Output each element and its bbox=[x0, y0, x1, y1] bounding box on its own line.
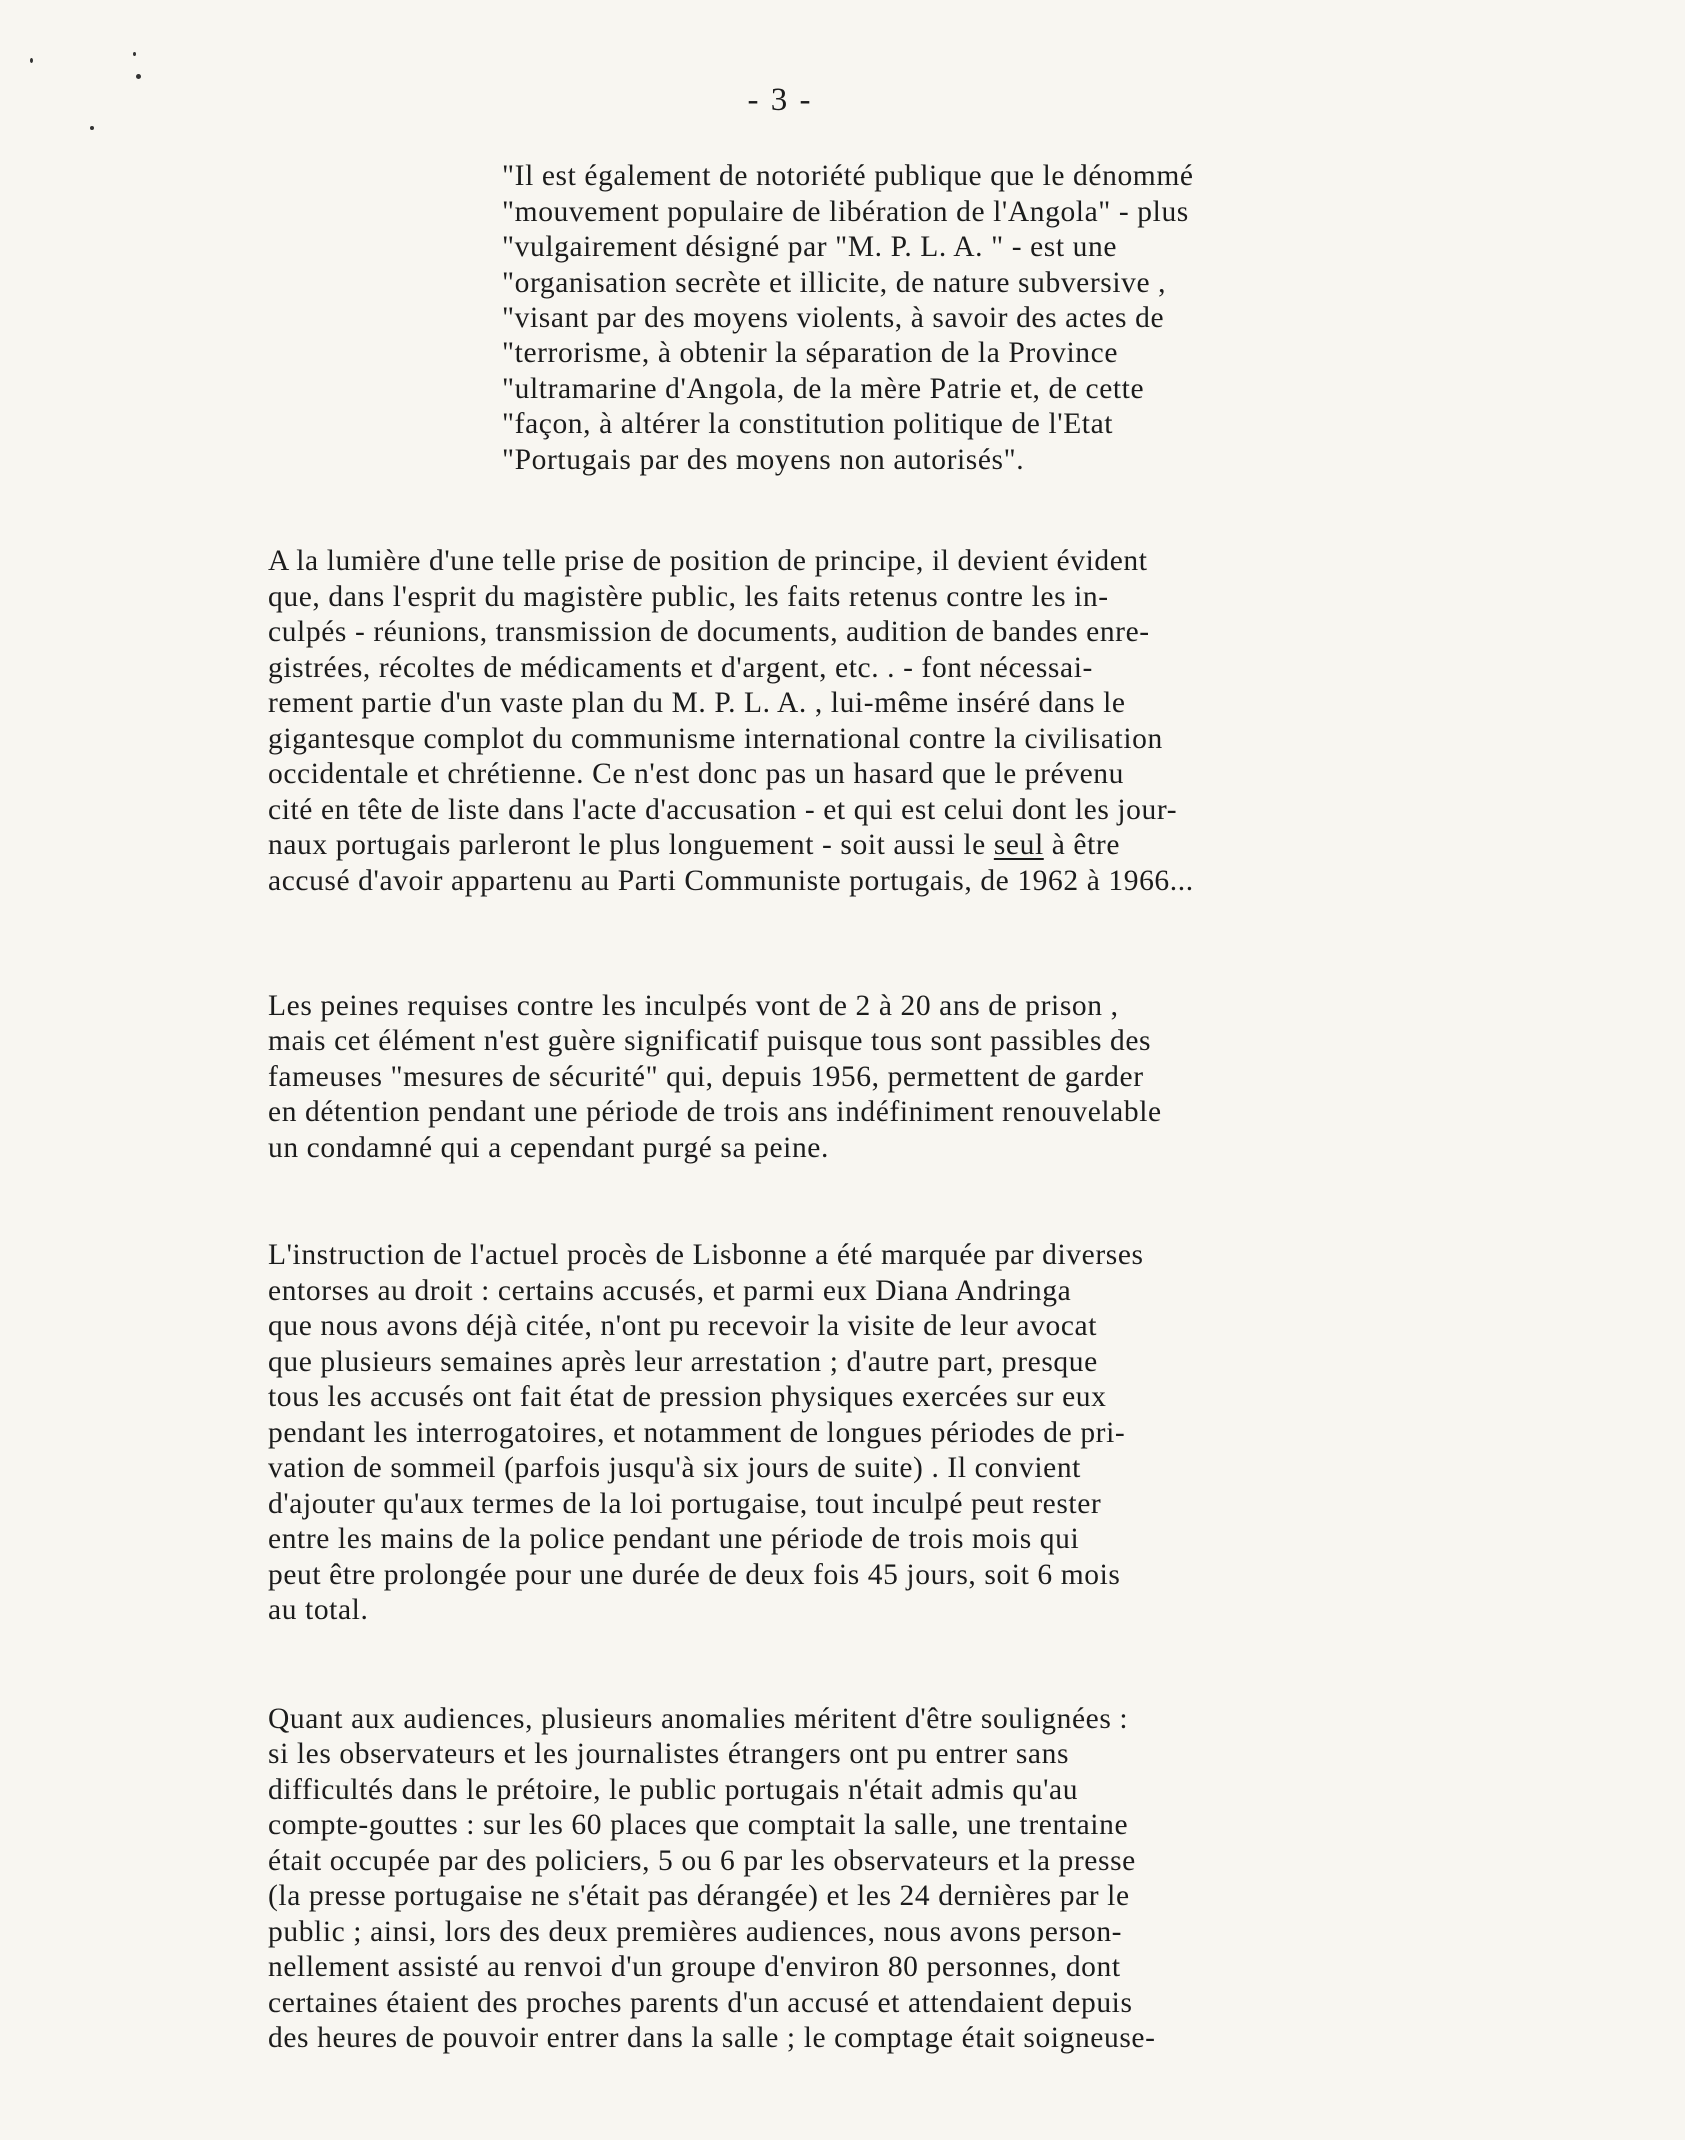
paragraph-line: occidentale et chrétienne. Ce n'est donc pas un hasard que le prévenu bbox=[268, 758, 1124, 790]
line-text: à être bbox=[1043, 829, 1121, 861]
quote-line: "Il est également de notoriété publique que le dénommé bbox=[502, 160, 1194, 192]
paragraph-line: Les peines requises contre les inculpés vont de 2 à 20 ans de prison , bbox=[268, 990, 1119, 1022]
paragraph-line: (la presse portugaise ne s'était pas dérangée) et les 24 dernières par le bbox=[268, 1880, 1130, 1912]
paragraph-line bbox=[268, 827, 1120, 863]
underlined-word: seul bbox=[993, 829, 1044, 861]
paragraph-line: mais cet élément n'est guère significatif puisque tous sont passibles des bbox=[268, 1025, 1152, 1057]
paragraph-line: accusé d'avoir appartenu au Parti Communiste portugais, de 1962 à 1966... bbox=[268, 865, 1194, 897]
paragraph-line: en détention pendant une période de trois ans indéfiniment renouvelable bbox=[268, 1096, 1162, 1128]
paragraph-line: tous les accusés ont fait état de pression physiques exercées sur eux bbox=[268, 1381, 1107, 1413]
paragraph-line: nellement assisté au renvoi d'un groupe d'environ 80 personnes, dont bbox=[268, 1951, 1121, 1983]
paragraph-line: L'instruction de l'actuel procès de Lisbonne a été marquée par diverses bbox=[268, 1239, 1144, 1271]
paragraph-line: gigantesque complot du communisme international contre la civilisation bbox=[268, 723, 1163, 755]
paragraph-line: cité en tête de liste dans l'acte d'accusation - et qui est celui dont les jour- bbox=[268, 794, 1178, 826]
page-number: - 3 - bbox=[747, 82, 813, 118]
scan-speck bbox=[136, 74, 141, 79]
paragraph-line: public ; ainsi, lors des deux premières audiences, nous avons person- bbox=[268, 1916, 1123, 1948]
paragraph-line: rement partie d'un vaste plan du M. P. L. A. , lui-même inséré dans le bbox=[268, 687, 1126, 719]
paragraph-line: gistrées, récoltes de médicaments et d'argent, etc. . - font nécessai- bbox=[268, 652, 1093, 684]
paragraph-line: compte-gouttes : sur les 60 places que comptait la salle, une trentaine bbox=[268, 1809, 1129, 1841]
paragraph-line: certaines étaient des proches parents d'un accusé et attendaient depuis bbox=[268, 1987, 1133, 2019]
scan-speck bbox=[30, 58, 33, 63]
paragraph-line: entorses au droit : certains accusés, et parmi eux Diana Andringa bbox=[268, 1275, 1072, 1307]
paragraph-line: fameuses "mesures de sécurité" qui, depuis 1956, permettent de garder bbox=[268, 1061, 1144, 1093]
paragraph-line: si les observateurs et les journalistes étrangers ont pu entrer sans bbox=[268, 1738, 1070, 1770]
paragraph-line: des heures de pouvoir entrer dans la salle ; le comptage était soigneuse- bbox=[268, 2022, 1156, 2054]
paragraph-line: au total. bbox=[268, 1594, 369, 1626]
quote-line: "vulgairement désigné par "M. P. L. A. " - est une bbox=[502, 231, 1118, 263]
paragraph-line: que, dans l'esprit du magistère public, les faits retenus contre les in- bbox=[268, 581, 1109, 613]
paragraph-line: A la lumière d'une telle prise de position de principe, il devient évident bbox=[268, 545, 1148, 577]
quote-line: "visant par des moyens violents, à savoir des actes de bbox=[502, 302, 1165, 334]
paragraph-line: que nous avons déjà citée, n'ont pu recevoir la visite de leur avocat bbox=[268, 1310, 1097, 1342]
quote-line: "mouvement populaire de libération de l'Angola" - plus bbox=[502, 196, 1189, 228]
paragraph-line: pendant les interrogatoires, et notamment de longues périodes de pri- bbox=[268, 1417, 1126, 1449]
paragraph-line: un condamné qui a cependant purgé sa peine. bbox=[268, 1132, 829, 1164]
paragraph-line: entre les mains de la police pendant une période de trois mois qui bbox=[268, 1523, 1080, 1555]
quote-line: "ultramarine d'Angola, de la mère Patrie et, de cette bbox=[502, 373, 1145, 405]
paragraph-line: culpés - réunions, transmission de documents, audition de bandes enre- bbox=[268, 616, 1150, 648]
quote-line: "terrorisme, à obtenir la séparation de la Province bbox=[502, 337, 1119, 369]
scan-speck bbox=[90, 126, 94, 130]
paragraph-line: vation de sommeil (parfois jusqu'à six jours de suite) . Il convient bbox=[268, 1452, 1081, 1484]
paragraph-line: était occupée par des policiers, 5 ou 6 par les observateurs et la presse bbox=[268, 1845, 1136, 1877]
quote-line: "Portugais par des moyens non autorisés". bbox=[502, 444, 1025, 476]
quote-line: "façon, à altérer la constitution politique de l'Etat bbox=[502, 408, 1114, 440]
paragraph-line: peut être prolongée pour une durée de deux fois 45 jours, soit 6 mois bbox=[268, 1559, 1121, 1591]
paragraph-line: que plusieurs semaines après leur arrestation ; d'autre part, presque bbox=[268, 1346, 1098, 1378]
paragraph-line: difficultés dans le prétoire, le public portugais n'était admis qu'au bbox=[268, 1774, 1079, 1806]
scan-speck bbox=[133, 52, 136, 56]
quote-line: "organisation secrète et illicite, de nature subversive , bbox=[502, 267, 1167, 299]
paragraph-line: Quant aux audiences, plusieurs anomalies méritent d'être soulignées : bbox=[268, 1703, 1129, 1735]
line-text: naux portugais parleront le plus longuement - soit aussi le bbox=[268, 829, 994, 861]
paragraph-line: d'ajouter qu'aux termes de la loi portugaise, tout inculpé peut rester bbox=[268, 1488, 1102, 1520]
